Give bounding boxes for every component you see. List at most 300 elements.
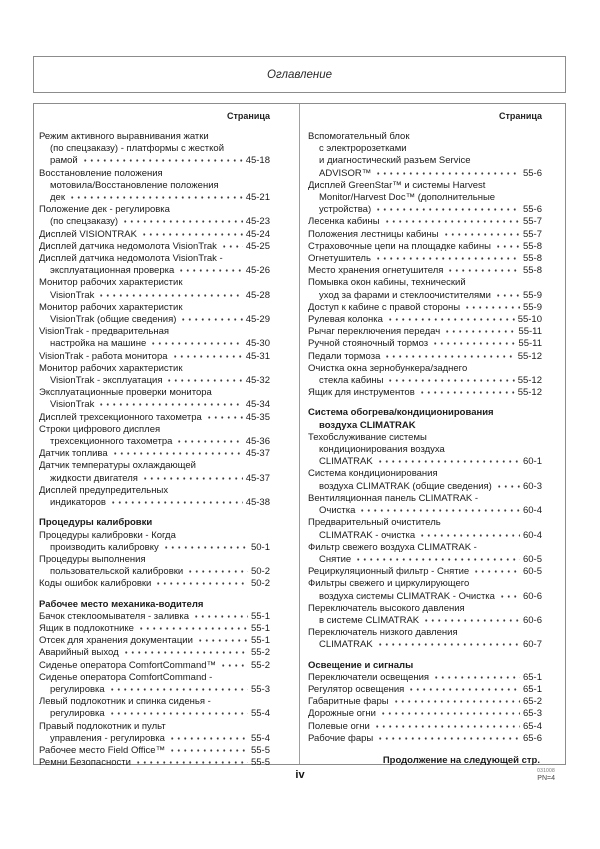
toc-entry-page: 55-4 [250,732,270,744]
toc-entry-line: Монитор рабочих характеристик [39,362,183,374]
toc-entry-label: CLIMATRAK [319,456,373,468]
dot-leader [69,192,243,200]
toc-entry-page: 60-6 [522,614,542,626]
toc-entry-line [39,241,270,253]
toc-entry [308,338,542,350]
toc-entry [39,696,270,720]
toc-entry-page: 60-6 [522,590,542,602]
toc-entry [308,387,542,399]
dot-leader [375,204,520,212]
toc-entry-label: рамой [50,155,78,167]
toc-entry-label: Ручной стояночный тормоз [308,338,429,350]
toc-entry-page: 65-4 [522,720,542,732]
toc-entry-page: 55-11 [518,338,542,350]
continuation-note: Продолжение на следующей стр. [382,754,540,766]
toc-entry-line [39,757,270,769]
toc-entry-label: регулировка [50,683,105,695]
toc-entry [308,216,542,228]
toc-entry-line: Строки цифрового дисплея [39,423,161,435]
toc-entry-line [308,672,542,684]
toc-entry-line: Положение дек - регулировка [39,204,170,216]
toc-entry [308,229,542,241]
toc-entry-line [308,265,542,277]
toc-entry [39,611,270,623]
dot-leader [98,290,242,298]
toc-entry-page: 45-28 [245,289,270,301]
toc-entry [39,672,270,696]
toc-entry-page: 45-23 [245,216,270,228]
toc-entry-line: Монитор рабочих характеристик [39,277,183,289]
toc-entry-line: мотовила/Восстановление положения [50,179,219,191]
toc-entry [39,745,270,757]
toc-entry-line: Датчик температуры охлаждающей [39,460,196,472]
toc-section [308,407,542,651]
toc-entry [308,180,542,217]
toc-entry-page: 55-5 [250,757,270,769]
toc-entry-label: CLIMATRAK - очистка [319,529,416,541]
dot-leader [495,290,520,298]
toc-entry-page: 55-12 [517,387,542,399]
toc-section [39,131,270,509]
toc-entry-line [39,473,270,485]
toc-entry-line [39,375,270,387]
dot-leader [377,639,520,647]
dot-leader [221,241,243,249]
dot-leader [155,578,248,586]
toc-entry [39,530,270,554]
toc-entry-label: CLIMATRAK [319,639,373,651]
toc-entry-page: 55-12 [517,375,542,387]
toc-entry-label: Страховочные цепи на площадке кабины [308,240,491,252]
toc-entry-page: 65-2 [522,696,542,708]
toc-entry [308,627,542,651]
toc-entry-line [308,314,542,326]
toc-entry-page: 55-11 [518,326,542,338]
toc-entry-label: Переключатели освещения [308,671,430,683]
footer-page-number: iv [295,769,305,781]
toc-entry-line [308,351,542,363]
toc-entry [39,204,270,228]
toc-entry-line: Дисплей GreenStar™ и системы Harvest [308,179,486,191]
toc-entry [308,708,542,720]
toc-entry [308,672,542,684]
toc-entry-label: Коды ошибок калибровки [39,578,152,590]
toc-entry-line [308,684,542,696]
toc-entry-page: 50-1 [250,541,270,553]
toc-entry [39,757,270,769]
toc-entry-line [308,229,542,241]
toc-entry-label: воздуха CLIMATRAK (общие сведения) [319,480,492,492]
section-heading: Процедуры калибровки [39,517,153,529]
dot-leader [393,696,520,704]
toc-entry-page: 45-29 [245,314,270,326]
dot-leader [163,542,248,550]
dot-leader [432,338,515,346]
toc-entry-page: 45-30 [245,338,270,350]
toc-section [39,517,270,590]
column-divider [299,104,300,764]
dot-leader [419,530,520,538]
toc-entry-line [39,578,270,590]
toc-entry-page: 65-1 [522,671,542,683]
toc-entry-line: Монитор рабочих характеристик [39,301,183,313]
toc-entry-line [39,611,270,623]
toc-entry-label: Дорожные огни [308,708,376,720]
dot-leader [166,375,242,383]
toc-entry-line [308,290,542,302]
toc-entry [39,302,270,326]
dot-leader [495,241,520,249]
toc-entry-label: индикаторов [50,497,106,509]
footer-print-code: 031008 [537,768,555,774]
toc-entry-page: 55-6 [522,167,542,179]
toc-entry-page: 60-4 [522,505,542,517]
toc-entry [308,468,542,492]
toc-entry-line: Предварительный очиститель [308,517,441,529]
toc-entry-page: 60-7 [522,639,542,651]
toc-entry-line [308,530,542,542]
toc-entry-page: 55-9 [522,301,542,313]
dot-leader [122,216,243,224]
toc-entry-page: 45-31 [245,350,270,362]
dot-leader [180,314,242,322]
toc-entry [39,277,270,301]
toc-entry-line [39,623,270,635]
dot-leader [98,399,242,407]
footer-pn-number: PN=4 [537,775,555,782]
toc-entry [308,432,542,469]
toc-entry-line [308,591,542,603]
toc-entry-line: Дисплей предупредительных [39,484,169,496]
dot-leader [377,456,520,464]
toc-entry-label: ADVISOR™ [319,167,372,179]
toc-entry-line: Очистка окна зернобункера/заднего [308,362,468,374]
toc-entry-line: Процедуры калибровки - Когда [39,529,176,541]
toc-entry-line: Эксплуатационные проверки монитора [39,387,212,399]
toc-entry-line: Фильтры свежего и циркулирующего [308,578,470,590]
dot-leader [176,436,242,444]
toc-entry-page: 55-8 [522,240,542,252]
toc-entry [308,603,542,627]
section-heading: воздуха CLIMATRAK [319,419,416,431]
toc-entry-label: VisionTrak [50,399,95,411]
toc-entry [308,326,542,338]
toc-entry [39,326,270,350]
toc-entry-line [39,745,270,757]
toc-entry-label: Положения лестницы кабины [308,228,439,240]
toc-entry-line [308,481,542,493]
dot-leader [355,554,520,562]
dot-leader [142,473,243,481]
toc-entry-label: эксплуатационная проверка [50,265,175,277]
dot-leader [135,757,248,765]
toc-entry [39,485,270,509]
toc-entry-page: 50-2 [250,578,270,590]
dot-leader [419,387,515,395]
toc-entry [308,566,542,578]
toc-entry-line: Сиденье оператора ComfortCommand - [39,671,213,683]
toc-entry-line [39,338,270,350]
dot-leader [499,591,520,599]
toc-entry [39,363,270,387]
toc-entry-line [308,708,542,720]
toc-column-left [39,111,270,769]
toc-entry [308,684,542,696]
toc-entry-label: пользовательской калибровки [50,566,184,578]
dot-leader [423,615,520,623]
toc-entry-label: Рычаг переключения передач [308,326,441,338]
toc-entry-line [39,399,270,411]
toc-entry-label: Рулевая колонка [308,314,383,326]
toc-entry-page: 55-3 [250,683,270,695]
toc-entry-line [39,192,270,204]
dot-leader [496,481,520,489]
toc-entry-line: VisionTrak - предварительная [39,326,170,338]
toc-entry-label: (по спецзаказу) [50,216,119,228]
toc-entry-label: Рабочие фары [308,732,374,744]
dot-leader [178,265,242,273]
toc-entry-page: 55-4 [250,708,270,720]
toc-entry-line [308,554,542,566]
toc-entry-line: кондиционирования воздуха [319,444,445,456]
toc-entry-line [39,566,270,578]
toc-entry [39,448,270,460]
toc-entry-page: 45-32 [245,375,270,387]
toc-entry-label: трехсекционного тахометра [50,436,173,448]
toc-entry-page: 45-26 [245,265,270,277]
toc-section [308,660,542,745]
toc-entry-line: Помывка окон кабины, технический [308,277,466,289]
dot-leader [444,326,515,334]
dot-leader [187,566,248,574]
toc-entry-label: Дисплей VISIONTRAK [39,228,137,240]
toc-entry-label: дек [50,192,65,204]
toc-entry-label: VisionTrak - эксплуатация [50,375,163,387]
toc-entry [39,460,270,484]
toc-entry [39,721,270,745]
section-heading: Система обогрева/кондиционирования [308,407,494,419]
toc-entry-page: 65-3 [522,708,542,720]
dot-leader [387,375,514,383]
toc-entry-label: устройства) [319,204,372,216]
toc-entry-label: Огнетушитель [308,253,371,265]
toc-entry-page: 55-12 [517,350,542,362]
toc-entry-label: Датчик топлива [39,448,108,460]
toc-entry-label: Педали тормоза [308,350,381,362]
toc-entry-line [308,204,542,216]
toc-entry-label: регулировка [50,708,105,720]
toc-entry-label: Доступ к кабине с правой стороны [308,301,461,313]
dot-leader [443,229,520,237]
toc-entry-line [308,615,542,627]
dot-leader [141,229,243,237]
toc-entry-line [308,216,542,228]
toc-entry-line: Вспомогательный блок [308,131,410,142]
toc-entry-line: Фильтр свежего воздуха CLIMATRAK - [308,541,477,553]
toc-entry-line [308,505,542,517]
dot-leader [109,708,248,716]
toc-entry-line [308,302,542,314]
toc-entry-line [39,647,270,659]
toc-entry-label: Лесенка кабины [308,216,380,228]
toc-entry-line [39,216,270,228]
toc-entry-page: 55-10 [517,314,542,326]
toc-entry [308,696,542,708]
toc-entry-label: Рабочее место Field Office™ [39,744,166,756]
toc-entry-label: VisionTrak [50,289,95,301]
dot-leader [375,253,520,261]
toc-entry-page: 45-38 [245,497,270,509]
toc-section [39,599,270,770]
section-heading: Освещение и сигналы [308,659,414,671]
toc-entry-label: жидкости двигателя [50,472,138,484]
toc-entry [308,733,542,745]
dot-leader [169,733,248,741]
toc-entry-line [39,448,270,460]
toc-entry-line [39,436,270,448]
toc-entry [308,721,542,733]
toc-entry [39,241,270,253]
toc-entry-line [308,241,542,253]
dot-leader [473,566,520,574]
toc-entry-page: 45-18 [245,155,270,167]
dot-leader [197,635,248,643]
dot-leader [384,216,520,224]
toc-entry-label: стекла кабины [319,375,384,387]
toc-entry-label: VisionTrak - работа монитора [39,350,168,362]
toc-entry-page: 55-1 [250,635,270,647]
toc-entry-line [308,566,542,578]
toc-entry [39,387,270,411]
toc-entry-page: 45-34 [245,399,270,411]
toc-entry-line [308,326,542,338]
toc-entry-label: уход за фарами и стеклоочистителями [319,289,491,301]
toc-entry-page: 55-7 [522,216,542,228]
toc-entry [308,253,542,265]
dot-leader [447,265,520,273]
toc-entry-page: 60-1 [522,456,542,468]
toc-entry [39,351,270,363]
toc-entry [39,660,270,672]
dot-leader [220,660,248,668]
toc-entry-line [39,497,270,509]
toc-entry-line [39,708,270,720]
toc-entry [308,493,542,517]
toc-entry-page: 45-36 [245,436,270,448]
dot-leader [387,314,515,322]
toc-entry-label: в системе CLIMATRAK [319,614,420,626]
toc-entry-label: Дисплей трехсекционного тахометра [39,411,202,423]
toc-entry-line: Вентиляционная панель CLIMATRAK - [308,492,479,504]
page-title: Оглавление [267,68,332,81]
toc-entry-label: Снятие [319,553,352,565]
toc-entry-page: 55-1 [250,622,270,634]
toc-column-right [308,111,542,766]
toc-entry-line [308,696,542,708]
dot-leader [375,168,520,176]
toc-entry-line: Восстановление положения [39,167,163,179]
toc-entry-page: 55-2 [250,647,270,659]
toc-entry-page: 55-1 [250,610,270,622]
toc-entry-page: 45-25 [245,240,270,252]
toc-entry-label: управления - регулировка [50,732,165,744]
toc-entry-line: Техобслуживание системы [308,431,427,443]
toc-entry-page: 55-6 [522,204,542,216]
toc-entry-line: Система кондиционирования [308,468,438,480]
toc-entry-line: с электророзетками [319,143,407,155]
toc-entry [308,241,542,253]
toc-entry-line [39,660,270,672]
dot-leader [433,672,520,680]
toc-entry [39,635,270,647]
toc-entry-line: Monitor/Harvest Doc™ (дополнительные [319,192,496,204]
section-heading: Рабочее место механика-водителя [39,598,204,610]
toc-entry [39,412,270,424]
dot-leader [408,684,520,692]
dot-leader [110,497,243,505]
toc-entry-page: 55-9 [522,289,542,301]
toc-entry-line [39,733,270,745]
toc-entry-line [39,351,270,363]
toc-section [308,131,542,399]
toc-entry-line: Левый подлокотник и спинка сиденья - [39,696,211,708]
toc-entry [308,302,542,314]
toc-entry-line [308,338,542,350]
toc-entry-line: Дисплей датчика недомолота VisionTrak - [39,253,223,265]
toc-entry [39,578,270,590]
toc-entry-label: Полевые огни [308,720,370,732]
toc-entry [39,253,270,277]
toc-entry-label: Ящик для инструментов [308,387,415,399]
toc-entry-line [39,635,270,647]
contents-box [33,103,566,769]
toc-entry [308,517,542,541]
toc-entry-page: 45-35 [245,411,270,423]
dot-leader [380,708,520,716]
toc-entry-line [308,721,542,733]
toc-entry [39,623,270,635]
dot-leader [206,412,243,420]
toc-entry-line [39,412,270,424]
dot-leader [377,733,520,741]
toc-entry [39,229,270,241]
toc-entry [308,578,542,602]
toc-entry [308,351,542,363]
toc-entry-label: Дисплей датчика недомолота VisionTrak [39,240,217,252]
toc-entry-line [39,684,270,696]
column-header-left: Страница [226,111,270,121]
toc-entry-line: Переключатель высокого давления [308,602,465,614]
dot-leader [138,623,248,631]
dot-leader [374,721,520,729]
dot-leader [123,647,248,655]
toc-entry-line [308,375,542,387]
toc-entry-label: Отсек для хранения документации [39,635,193,647]
toc-entry-line [308,253,542,265]
toc-entry-line [39,265,270,277]
toc-entry-label: Ящик в подлокотнике [39,622,134,634]
toc-entry [308,363,542,387]
toc-entry-line [308,733,542,745]
dot-leader [82,155,243,163]
toc-entry [308,265,542,277]
column-header-right: Страница [498,111,542,121]
contents-title-box [33,56,566,93]
toc-entry-label: настройка на машине [50,338,147,350]
toc-entry-label: Бачок стеклоомывателя - заливка [39,610,189,622]
toc-entry-page: 45-21 [245,192,270,204]
toc-entry-page: 60-5 [522,553,542,565]
